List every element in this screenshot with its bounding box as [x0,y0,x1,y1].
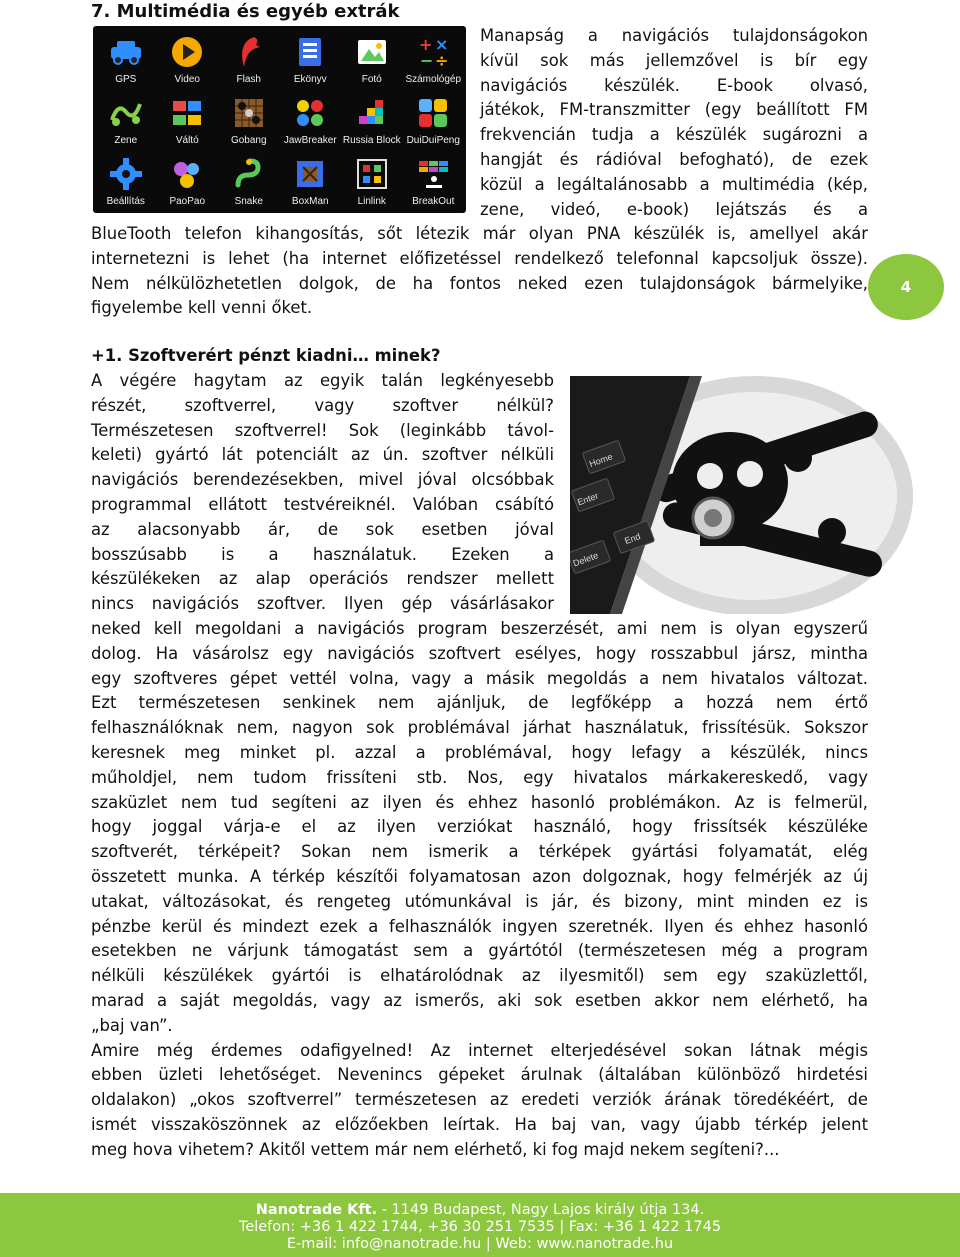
linlink-icon [352,156,392,192]
text-line: összetett munka. A térkép készítői folyamatosan azon dolgoznak, hogy felmérjék az új [91,866,868,886]
svg-text:÷: ÷ [435,51,449,69]
svg-text:−: − [420,51,434,69]
app-tile[interactable] [280,150,342,211]
gobang-icon [229,95,269,131]
app-tile[interactable] [341,89,403,150]
software-paragraph-wrapped [91,369,554,617]
text-line: közül a legáltalánosabb a multimédia (kép, [480,174,868,194]
section-heading-multimedia: 7. Multimédia és egyéb extrák [91,1,400,22]
app-tile-label: Flash [236,74,261,85]
text-line: Manapság a navigációs tulajdonságokon [480,26,868,45]
app-tile-label: JawBreaker [283,135,337,146]
enter-key: Enter [575,490,600,508]
text-line: „baj van”. [91,1015,173,1035]
app-tile[interactable] [95,28,157,89]
duiduipeng-icon [413,95,453,131]
text-line: ismét visszaköszönnek az előzőekben leírtak. Ha baj van, vagy újabb térkép jelent [91,1114,868,1134]
text-line: szoftverét, térképeit? Sokan nem ismerik a térképek gyártási folyamatát, elég [91,842,868,862]
gear-icon [106,156,146,192]
text-line: navigációs berendezésekben, mivel jóval olcsóbbak [91,470,554,490]
app-tile-label: BreakOut [412,196,455,207]
app-tile-label: Linlink [357,196,386,207]
text-line: kívül sok más jellemzővel is bír egy [480,50,868,70]
text-line: keresnek meg minket pl. azzal a problémával, hogy lefagy a készülék, nincs [91,742,868,762]
page-number-badge: 4 [868,254,944,320]
text-line: műholdjel, nem tudom frissíteni stb. Nos, egy hivatalos márkakereskedő, vagy [91,767,868,787]
app-tile[interactable] [280,89,342,150]
software-paragraph-full [91,617,868,1163]
snake-icon [229,156,269,192]
app-tile-label: Snake [234,196,263,207]
app-tile[interactable] [157,89,219,150]
app-tile-label: Video [174,74,200,85]
text-line: hangját és rádióval befogható), de ezek [480,149,868,169]
text-line: felhasználóknak nem, nagyon sok problémával járhat használatuk, frissítésük. Sokszor [91,718,868,738]
page-footer [0,1193,960,1257]
text-line: neked kell megoldani a navigációs program beszerzését, ami nem is olyan egyszerű [91,619,868,638]
app-tile[interactable] [280,28,342,89]
text-line: Ezt természetesen senkinek nem ajánljuk, de legfőképp a hozzá nem értő [91,693,868,713]
text-line: navigációs készülék. E-book olvasó, [480,75,868,95]
app-tile-label: BoxMan [291,196,329,207]
text-line: keleti) gyártó lát potenciált az ún. szoftver nélküli [91,445,554,465]
text-line: Amire még érdemes odafigyelned! Az internet elterjedésével sokan látnak mégis [91,1040,868,1060]
bubbles-icon [167,156,207,192]
text-line: marad a saját megoldás, vagy az ismerős, aki sok esetben akkor nem elérhető, ha [91,990,868,1010]
breakout-icon [413,156,453,192]
app-tile[interactable] [95,89,157,150]
text-line: nélküli készülékek gyártói is elhatárolódnak az ilyesmitől) sem egy szaküzlettől, [91,966,868,986]
photo-icon [352,34,392,70]
text-line: internetezni is lehet (ha internet előfizetéssel rendelkező telefonnal kapcsoljuk össze). [91,248,868,268]
home-key: Home [587,451,614,470]
footer-phones: Telefon: +36 1 422 1744, +36 30 251 7535 | Fax: +36 1 422 1745 [238,1219,722,1235]
text-line: zene, videó, e-book) lejátszás és a [480,199,868,219]
text-line: Nem nélkülözhetetlen dolgok, de ha fontos neked ezen tulajdonságok bármelyike, [91,273,868,293]
flash-icon [229,34,269,70]
app-tile-label: Számológép [405,74,462,85]
delete-key: Delete [571,550,600,569]
intro-paragraph-continued [91,222,868,321]
text-line: programmal ellátott testvéreiknél. Valóban csábító [91,494,554,514]
text-line: szaküzlet nem tud segíteni az ilyen és ehhez hasonló problémákon. Az is felmerül, [91,792,868,812]
app-tile[interactable] [218,28,280,89]
text-line: Természetesen szoftverrel! Sok (leginkább távol- [91,420,554,440]
app-tile[interactable] [157,150,219,211]
app-tile[interactable] [403,150,465,211]
music-icon [106,95,146,131]
svg-text:+: + [419,35,433,54]
app-tile[interactable] [341,28,403,89]
tetris-icon [352,95,392,131]
app-tile-label: Zene [114,135,138,146]
app-tile[interactable] [341,150,403,211]
svg-text:×: × [435,35,449,54]
text-line: oldalakon) „okos szoftverrel” természetesen az eredeti verziók árának töredékéért, de [91,1090,868,1110]
text-line: dolog. Ha vásárolsz egy navigációs szoftvert esélyes, hogy rosszabbul jársz, mintha [91,643,868,663]
jawbreaker-icon [290,95,330,131]
pirate-laptop-image [570,376,922,614]
intro-paragraph [480,24,868,222]
app-tile[interactable] [157,28,219,89]
text-line: játékok, FM-transzmitter (egy beállított FM [480,100,868,120]
text-line: esetekben ne várjunk támogatást sem a gyártótól (természetesen még a program [91,941,868,961]
text-line: hogy joggal várja-e el az ilyen verziókat használó, hogy frissítsék készüléke [91,817,868,837]
app-tile[interactable] [403,89,465,150]
car-icon [106,34,146,70]
text-line: nincs navigációs szoftver. Ilyen gép vásárlásakor [91,594,554,614]
app-tile[interactable] [403,28,465,89]
app-tile-label: PaoPao [169,196,206,207]
footer-company: Nanotrade Kft. [255,1202,378,1218]
text-line: készülékeken az alap operációs rendszer mellett [91,569,554,589]
footer-company-line [0,1202,960,1219]
footer-address: - 1149 Budapest, Nagy Lajos király útja 134. [377,1202,705,1218]
app-tile-label: Ekönyv [293,74,327,85]
text-line: egy szoftveres gépet vettél volna, vagy a másik megoldás a nem hivatalos változat. [91,668,868,688]
app-tile-label: Fotó [361,74,382,85]
text-line: utakat, változásokat, és rengeteg utómunkával is jár, és bizony, mint minden ez is [91,891,868,911]
text-line: A végére hagytam az egyik talán legkényesebb [91,371,554,390]
app-tile-label: Russia Block [342,135,401,146]
calculator-icon [413,34,453,70]
text-line: bosszúsabb is a használatuk. Ezeken a [91,544,554,564]
text-line: részét, szoftverrel, vagy szoftver nélkül? [91,395,554,415]
text-line: meg hova vihetem? Akitől vettem már nem elérhető, ki fog majd nekem segíteni?... [91,1139,780,1159]
converter-icon [167,95,207,131]
text-line: pénzbe kerül és mindezt ezek a felhasználók ingyen szeretnék. Ilyen és ehhez hasonló [91,916,868,936]
text-line: ebben üzleti lehetőséget. Nevenincs gépeket árulnak (általában különböző hirdetési [91,1065,868,1085]
app-tile-label: Beállítás [106,196,145,207]
app-tile[interactable] [218,150,280,211]
text-line: BlueTooth telefon kihangosítás, sőt létezik már olyan PNA készülék is, amellyel akár [91,224,868,243]
app-tile-label: GPS [115,74,137,85]
end-key: End [623,531,642,547]
text-line: frekvencián tudja a készülék sugározni a [480,125,868,145]
text-line: figyelembe kell venni őket. [91,298,313,318]
footer-web: E-mail: info@nanotrade.hu | Web: www.nanotrade.hu [286,1236,674,1252]
app-tile[interactable] [95,150,157,211]
section-heading-software: +1. Szoftverért pénzt kiadni… minek? [91,346,441,365]
boxman-icon [290,156,330,192]
text-line: az alacsonyabb ár, de sok esetben jóval [91,519,554,539]
app-tile-label: Gobang [230,135,267,146]
app-menu-image [93,26,466,213]
play-icon [167,34,207,70]
app-tile[interactable] [218,89,280,150]
app-tile-label: DuiDuiPeng [406,135,460,146]
app-tile-label: Váltó [175,135,199,146]
ebook-icon [290,34,330,70]
